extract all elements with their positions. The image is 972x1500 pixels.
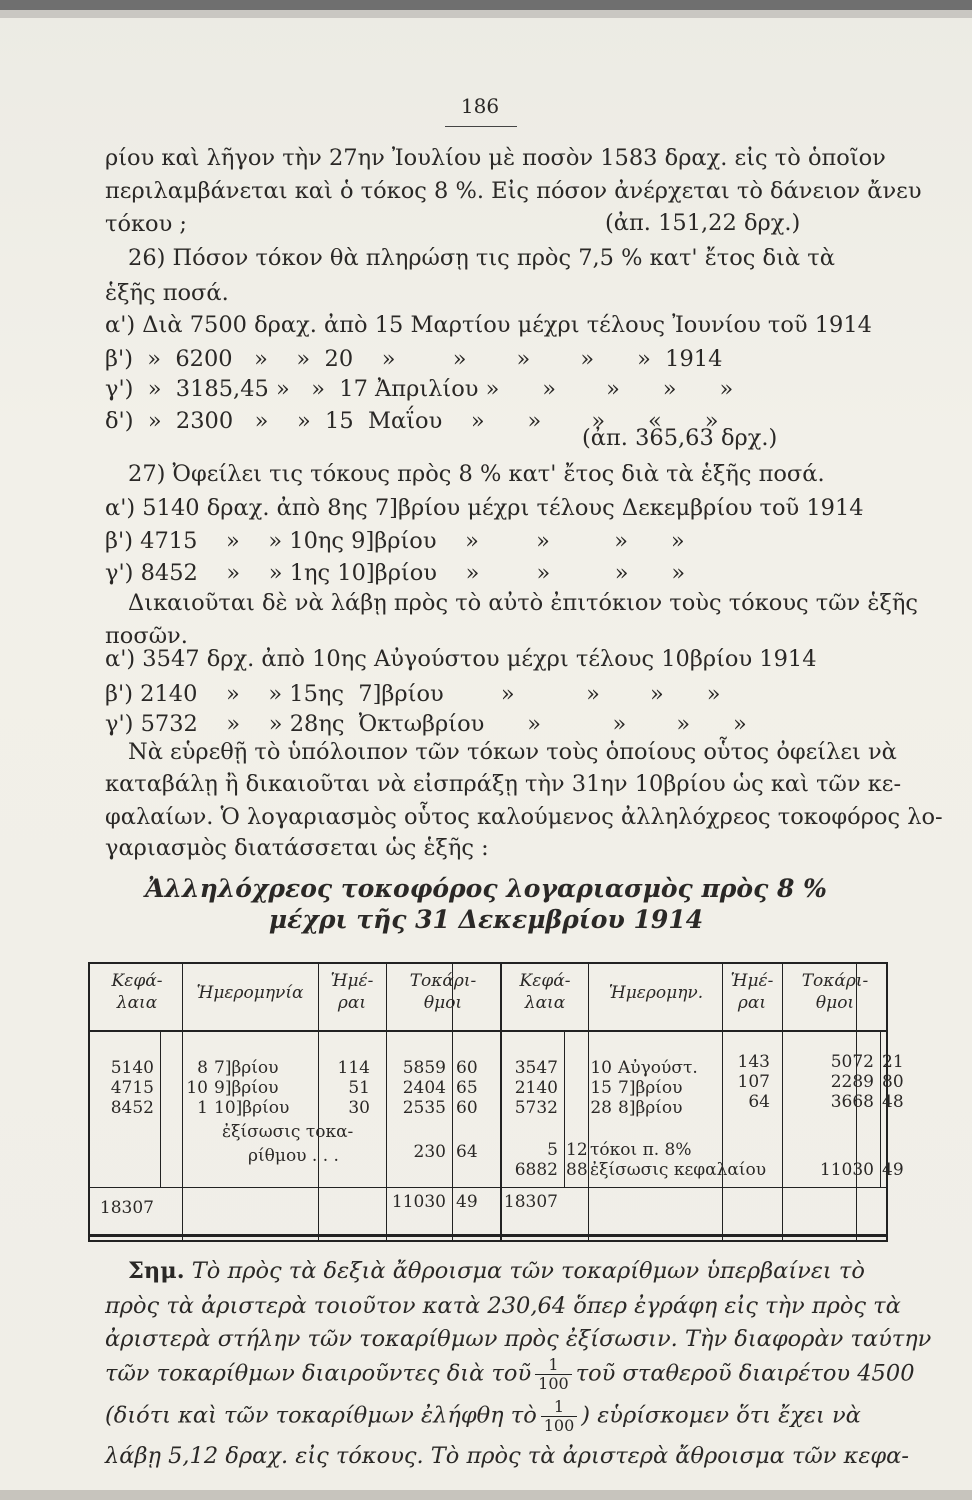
table-header-rule [90, 1030, 886, 1032]
account-title-line-1: Ἀλληλόχρεος τοκοφόρος λογαριασμὸς πρὸς 8 % [145, 874, 827, 903]
header-days-left: Ἡμέ- ραι [330, 971, 374, 1013]
right-balance-capital: 6882 [514, 1160, 558, 1180]
text-line-14: ποσῶν. [105, 623, 188, 649]
table-total-rule [90, 1187, 886, 1188]
left-row-3-days: 30 [348, 1098, 370, 1118]
text-line-3: τόκου ; [105, 211, 188, 237]
table-bottom-rule [90, 1234, 886, 1237]
left-row-3-tok-dec: 60 [456, 1098, 478, 1118]
page-number-rule [445, 126, 517, 127]
left-row-2-month: 9]βρίου [214, 1078, 279, 1098]
text-line-2: περιλαμβάνεται καὶ ὁ τόκος 8 %. Εἰς πόσον ἀνέρχεται τὸ δάνειον ἄνευ [105, 178, 922, 204]
right-row-1-month: Αὐγούστ. [618, 1058, 698, 1078]
text-line-problem-27: 27) Ὀφείλει τις τόκους πρὸς 8 % κατ' ἔτος διὰ τὰ ἑξῆς ποσά. [128, 461, 825, 487]
header-date-left: Ἡμερομηνία [196, 983, 304, 1003]
text-line-9: δ') » 2300 » » 15 Μαΐου » » » « » [105, 408, 719, 434]
text-line-1: ρίου καὶ λῆγον τὴν 27ην Ἰουλίου μὲ ποσὸν 1583 δραχ. εἰς τὸ ὁποῖον [105, 145, 886, 171]
scan-border-shadow [0, 10, 972, 18]
right-row-2-tok-dec: 80 [882, 1072, 904, 1092]
right-row-1-capital: 3547 [514, 1058, 558, 1078]
right-row-3-tok-dec: 48 [882, 1092, 904, 1112]
left-row-1-capital: 5140 [110, 1058, 154, 1078]
text-line-16: β') 2140 » » 15ης 7]βρίου » » » » [105, 681, 721, 707]
note-line-4 [105, 1356, 915, 1393]
left-row-1-day: 8 [197, 1058, 208, 1078]
left-balance-tok-dec: 64 [456, 1142, 478, 1162]
note-label: Σημ. [128, 1258, 185, 1284]
account-table [88, 962, 904, 1242]
left-row-2-capital: 4715 [110, 1078, 154, 1098]
right-balance-label: ἐξίσωσις κεφαλαίου [590, 1160, 767, 1180]
left-row-3-month: 10]βρίου [214, 1098, 290, 1118]
left-row-2-tok-dec: 65 [456, 1078, 478, 1098]
right-row-3-tok: 3668 [830, 1092, 874, 1112]
note-line-5 [105, 1398, 861, 1435]
fraction-1-100 [535, 1356, 572, 1393]
text-line-10: α') 5140 δραχ. ἀπὸ 8ης 7]βρίου μέχρι τέλους Δεκεμβρίου τοῦ 1914 [105, 495, 864, 521]
right-row-3-days: 64 [748, 1092, 770, 1112]
scan-border-top [0, 0, 972, 10]
header-tokarithmoi-right: Τοκάρι- θμοι [801, 971, 869, 1013]
note-line-5a: (διότι καὶ τῶν τοκαρίθμων ἐλήφθη τὸ [105, 1402, 537, 1429]
left-row-2-day: 10 [186, 1078, 208, 1098]
right-row-2-month: 7]βρίου [618, 1078, 683, 1098]
left-total-tok-dec: 49 [456, 1192, 478, 1212]
header-date-right: Ἡμερομην. [608, 983, 704, 1003]
fraction-numerator: 1 [535, 1356, 572, 1375]
right-row-1-day: 10 [590, 1058, 612, 1078]
text-line-8: γ') » 3185,45 » » 17 Ἀπριλίου » » » » » [105, 376, 734, 402]
cap-sub-rule-right [564, 1030, 565, 1187]
right-total-capital: 18307 [503, 1192, 558, 1212]
note-line-5b: ) εὑρίσκομεν ὅτι ἔχει νὰ [581, 1402, 861, 1429]
header-tokarithmoi-left: Τοκάρι- θμοι [409, 971, 477, 1013]
note-line-1-text: Τὸ πρὸς τὰ δεξιὰ ἄθροισμα τῶν τοκαρίθμων ὑπερβαίνει τὸ [191, 1258, 865, 1284]
right-row-1-days: 143 [737, 1052, 770, 1072]
scan-border-bottom [0, 1490, 972, 1500]
header-capital-right: Κεφά- λαια [519, 971, 571, 1013]
fraction-denominator: 100 [538, 1374, 569, 1393]
left-row-3-day: 1 [197, 1098, 208, 1118]
note-line-4b: τοῦ σταθεροῦ διαιρέτου 4500 [575, 1360, 915, 1387]
text-line-18: Νὰ εὑρεθῇ τὸ ὑπόλοιπον τῶν τόκων τοὺς ὁποίους οὗτος ὀφείλει νὰ [128, 739, 897, 765]
right-row-2-capital: 2140 [514, 1078, 558, 1098]
right-row-2-tok: 2289 [830, 1072, 874, 1092]
right-balance-tok-dec: 49 [882, 1160, 904, 1180]
left-row-1-month: 7]βρίου [214, 1058, 279, 1078]
fraction-numerator-b: 1 [541, 1398, 578, 1417]
tok-sub-rule-right [880, 1030, 881, 1187]
right-interest-capital: 5 [547, 1140, 558, 1160]
left-row-2-days: 51 [348, 1078, 370, 1098]
left-balance-tok: 230 [413, 1142, 446, 1162]
left-balance-label-1: ἐξίσωσις τοκα- [222, 1122, 354, 1142]
note-line-6: λάβῃ 5,12 δραχ. εἰς τόκους. Τὸ πρὸς τὰ ἀριστερὰ ἄθροισμα τῶν κεφα- [105, 1443, 909, 1469]
account-title-line-2: μέχρι τῆς 31 Δεκεμβρίου 1914 [268, 905, 704, 934]
text-line-11: β') 4715 » » 10ης 9]βρίου » » » » [105, 528, 685, 554]
right-balance-tok: 11030 [819, 1160, 874, 1180]
text-line-15: α') 3547 δρχ. ἀπὸ 10ης Αὐγούστου μέχρι τέλους 10βρίου 1914 [105, 646, 817, 672]
right-row-3-day: 28 [590, 1098, 612, 1118]
text-line-20: φαλαίων. Ὁ λογαριασμὸς οὗτος καλούμενος ἀλληλόχρεος τοκοφόρος λο- [105, 804, 943, 830]
right-row-2-day: 15 [590, 1078, 612, 1098]
note-line-3: ἀριστερὰ στήλην τῶν τοκαρίθμων πρὸς ἐξίσωσιν. Τὴν διαφορὰν ταύτην [105, 1326, 932, 1352]
left-row-3-capital: 8452 [110, 1098, 154, 1118]
answer-2: (ἀπ. 365,63 δρχ.) [582, 425, 778, 451]
col-rule-1 [182, 964, 183, 1240]
text-line-5: ἑξῆς ποσά. [105, 280, 229, 306]
col-rule-3 [386, 964, 387, 1240]
right-row-1-tok: 5072 [830, 1052, 874, 1072]
text-line-19: καταβάλῃ ἢ δικαιοῦται νὰ εἰσπράξῃ τὴν 31ην 10βρίου ὡς καὶ τῶν κε- [105, 771, 902, 797]
right-row-2-days: 107 [737, 1072, 770, 1092]
left-total-tok: 11030 [391, 1192, 446, 1212]
right-interest-label: τόκοι π. 8% [590, 1140, 692, 1160]
left-row-2-tok: 2404 [402, 1078, 446, 1098]
text-line-21: γαριασμὸς διατάσσεται ὡς ἑξῆς : [105, 835, 489, 861]
note-line-2: πρὸς τὰ ἀριστερὰ τοιοῦτον κατὰ 230,64 ὅπερ ἐγράφη εἰς τὴν πρὸς τὰ [105, 1293, 901, 1319]
text-line-7: β') » 6200 » » 20 » » » » » 1914 [105, 346, 723, 372]
right-row-3-capital: 5732 [514, 1098, 558, 1118]
left-row-1-days: 114 [337, 1058, 370, 1078]
header-capital-left: Κεφά- λαια [111, 971, 163, 1013]
left-row-1-tok: 5859 [402, 1058, 446, 1078]
note-line-4a: τῶν τοκαρίθμων διαιροῦντες διὰ τοῦ [105, 1360, 532, 1387]
text-line-problem-26: 26) Πόσον τόκον θὰ πληρώσῃ τις πρὸς 7,5 % κατ' ἔτος διὰ τὰ [128, 245, 835, 271]
right-row-3-month: 8]βρίου [618, 1098, 683, 1118]
left-row-1-tok-dec: 60 [456, 1058, 478, 1078]
col-rule-6 [588, 964, 589, 1240]
left-total-capital: 18307 [99, 1198, 154, 1218]
answer-1: (ἀπ. 151,22 δρχ.) [605, 210, 801, 236]
right-interest-capital-dec: 12 [566, 1140, 588, 1160]
text-line-6: α') Διὰ 7500 δραχ. ἀπὸ 15 Μαρτίου μέχρι τέλους Ἰουνίου τοῦ 1914 [105, 312, 872, 338]
right-row-1-tok-dec: 21 [882, 1052, 904, 1072]
text-line-13: Δικαιοῦται δὲ νὰ λάβῃ πρὸς τὸ αὐτὸ ἐπιτόκιον τοὺς τόκους τῶν ἑξῆς [128, 590, 918, 616]
right-balance-capital-dec: 88 [566, 1160, 588, 1180]
fraction-1-100-b [541, 1398, 578, 1435]
cap-sub-rule-left [160, 1030, 161, 1187]
header-days-right: Ἡμέ- ραι [730, 971, 774, 1013]
page-number: 186 [460, 94, 500, 118]
fraction-denominator-b: 100 [543, 1416, 575, 1435]
note-line-1 [128, 1257, 865, 1285]
left-row-3-tok: 2535 [402, 1098, 446, 1118]
text-line-17: γ') 5732 » » 28ης Ὀκτωβρίου » » » » [105, 711, 747, 737]
text-line-12: γ') 8452 » » 1ης 10]βρίου » » » » [105, 560, 686, 586]
left-balance-label-2: ρίθμου . . . [248, 1146, 339, 1166]
